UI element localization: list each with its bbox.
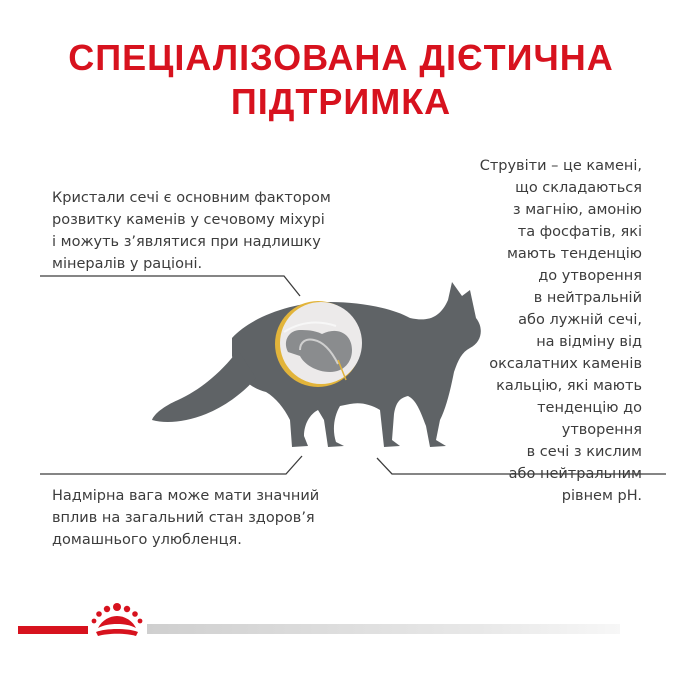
text-line: утворення bbox=[561, 422, 642, 438]
text-line: в сечі з кислим bbox=[526, 444, 642, 460]
title-line-1: СПЕЦІАЛІЗОВАНА ДІЄТИЧНА bbox=[68, 37, 614, 78]
text-line: або нейтральним bbox=[508, 466, 642, 482]
text-line: до утворення bbox=[538, 268, 642, 284]
text-line: з магнію, амонію bbox=[512, 202, 642, 218]
text-line: Струвіти – це камені, bbox=[479, 158, 642, 174]
connector-line-right bbox=[377, 458, 666, 474]
text-line: на відміну від bbox=[536, 334, 642, 350]
text-line: мінералів у раціоні. bbox=[52, 256, 203, 272]
text-line: домашнього улюбленця. bbox=[52, 532, 242, 548]
text-line: розвитку каменів у сечовому міхурі bbox=[52, 212, 325, 228]
footer-red-line bbox=[18, 626, 88, 634]
text-line: Надмірна вага може мати значний bbox=[52, 488, 320, 504]
title-line-2: ПІДТРИМКА bbox=[230, 81, 452, 122]
connector-line-bottom-left bbox=[40, 456, 302, 474]
text-line: вплив на загальний стан здоров’я bbox=[52, 510, 315, 526]
royal-canin-crown-icon bbox=[88, 598, 146, 640]
text-line: Кристали сечі є основним фактором bbox=[52, 190, 331, 206]
text-line: в нейтральній bbox=[533, 290, 642, 306]
text-line: рівнем pH. bbox=[561, 488, 642, 504]
footer-grey-line bbox=[147, 624, 620, 634]
text-line: що складаються bbox=[515, 180, 642, 196]
text-line: мають тенденцію bbox=[506, 246, 642, 262]
text-line: тенденцію до bbox=[537, 400, 642, 416]
connector-line-top-left bbox=[40, 276, 300, 296]
text-line: або лужній сечі, bbox=[518, 312, 642, 328]
text-line: та фосфатів, які bbox=[517, 224, 642, 240]
text-line: і можуть з’являтися при надлишку bbox=[52, 234, 321, 250]
text-line: оксалатних каменів bbox=[489, 356, 642, 372]
text-line: кальцію, які мають bbox=[496, 378, 642, 394]
